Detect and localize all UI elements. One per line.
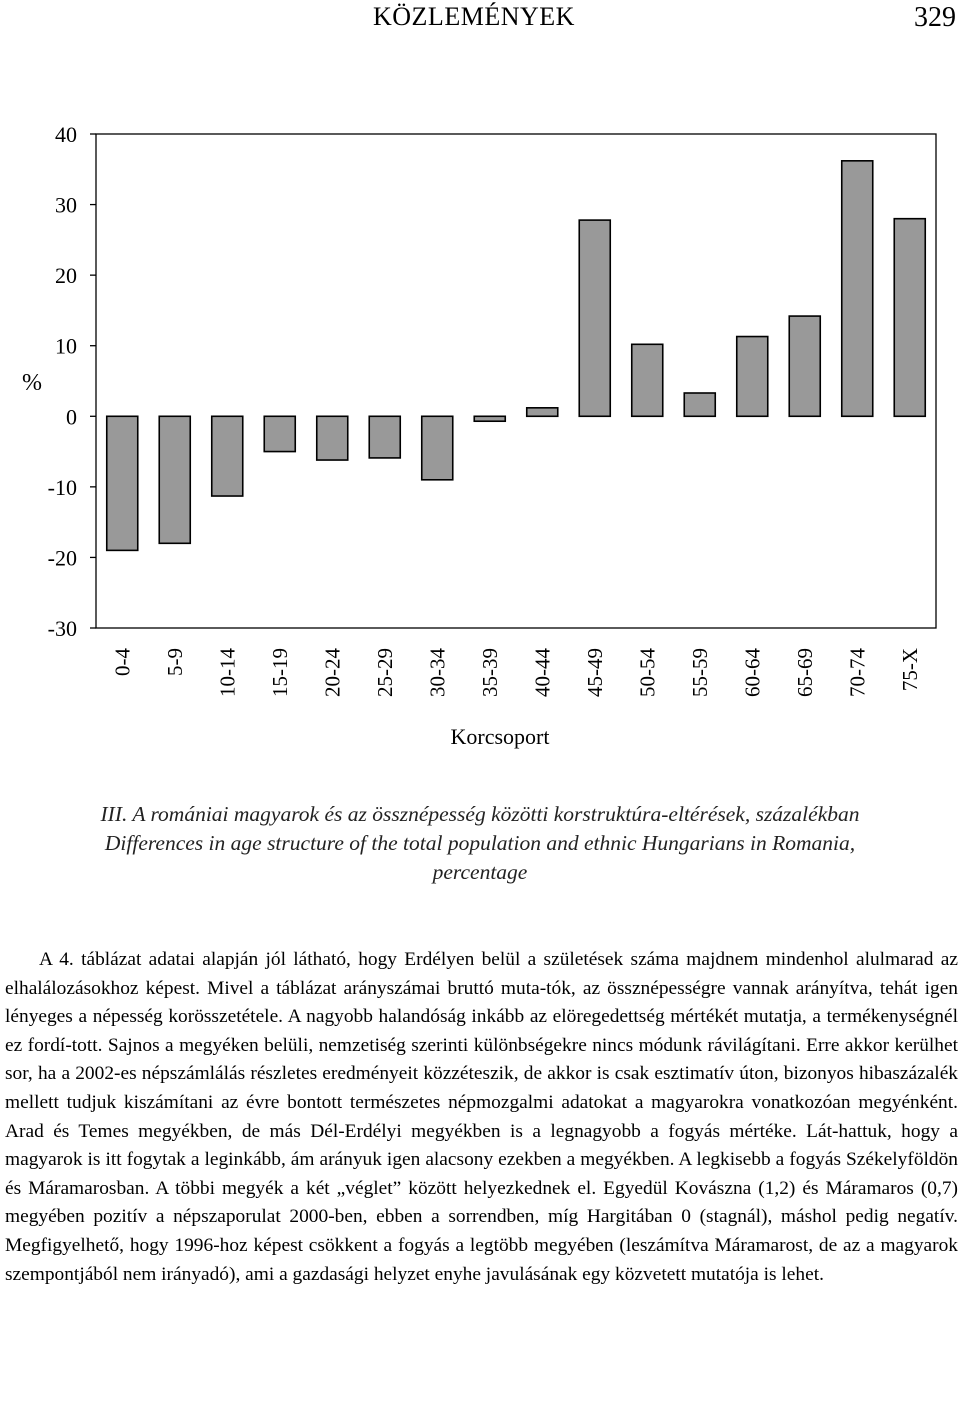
y-tick-label: -10 bbox=[47, 474, 77, 500]
caption-hungarian: III. A romániai magyarok és az össznépesség közötti korstruktúra-eltérések, százalékban bbox=[100, 802, 860, 826]
bar-chart bbox=[0, 100, 960, 760]
bar-55-59 bbox=[684, 393, 715, 416]
bar-0-4 bbox=[107, 416, 138, 550]
x-tick-label: 25-29 bbox=[372, 648, 397, 697]
chart-bars bbox=[107, 161, 926, 551]
running-header: KÖZLEMÉNYEK bbox=[373, 2, 575, 31]
x-tick-label: 40-44 bbox=[530, 648, 555, 697]
bar-10-14 bbox=[212, 416, 243, 496]
x-tick-label: 20-24 bbox=[320, 648, 345, 697]
bar-25-29 bbox=[369, 416, 400, 458]
x-tick-label: 45-49 bbox=[582, 648, 607, 697]
y-tick-label: 30 bbox=[55, 192, 77, 218]
bar-70-74 bbox=[842, 161, 873, 416]
y-tick-label: 20 bbox=[55, 263, 77, 289]
bar-35-39 bbox=[474, 416, 505, 421]
x-tick-label: 70-74 bbox=[845, 648, 870, 697]
x-tick-label: 10-14 bbox=[215, 648, 240, 697]
page-number: 329 bbox=[914, 2, 956, 33]
x-tick-label: 30-34 bbox=[425, 648, 450, 697]
figure-caption bbox=[0, 800, 960, 887]
x-tick-label: 75-X bbox=[897, 648, 922, 692]
bar-30-34 bbox=[422, 416, 453, 480]
bar-60-64 bbox=[737, 337, 768, 417]
bar-40-44 bbox=[527, 408, 558, 416]
y-tick-label: 0 bbox=[66, 404, 77, 430]
y-tick-label: 10 bbox=[55, 333, 77, 359]
x-tick-label: 15-19 bbox=[267, 648, 292, 697]
y-tick-labels bbox=[48, 122, 77, 641]
caption-english: Differences in age structure of the total population and ethnic Hungarians in Romania, bbox=[104, 831, 856, 855]
x-axis-label: Korcsoport bbox=[450, 724, 550, 749]
y-tick-label: 40 bbox=[55, 122, 77, 147]
bar-20-24 bbox=[317, 416, 348, 460]
paragraph: A 4. táblázat adatai alapján jól látható, hogy Erdélyen belül a születések száma majdnem mindenhol alulmarad az elhalálozásokhoz képest. Mivel a táblázat arányszámai bruttó muta-tók, az össznépességre vannak arányítva, tehát igen lényeges a népesség korösszetétele. A nagyobb halandóság inkább az elöregedettség mértékét mutatja, a termékenységnél ez fordí-tott. Sajnos a megyéken belüli, nemzetiség szerinti különbségekre nincs módunk rávilágítani. Erre akkor kerülhet sor, ha a 2002-es népszámlálás részletes eredményeit közzéteszik, de akkor is csak esztimatív úton, bizonyos hibaszázalék mellett tudjuk kiszámítani az évre bontott természetes népmozgalmi adatokat a magyarokra vonatkozóan megyénként. Arad és Temes megyékben, de más Dél-Erdélyi megyékben is a legnagyobb a fogyás mértéke. Lát-hattuk, hogy a magyarok is itt fogytak a leginkább, ám arányuk igen alacsony ezekben a megyékben. A legkisebb a fogyás Székelyföldön és Máramarosban. A többi megyék a két „véglet” között helyezkednek el. Egyedül Kovászna (1,2) és Máramaros (0,7) megyében pozitív a népszaporulat 2000-ben, ebben a sorrendben, míg Hargitában 0 (stagnál), máshol pedig negatív. Megfigyelhető, hogy 1996-hoz képest csökkent a fogyás a legtöbb megyében (leszámítva Máramarost, de az a magyarok szempontjából nem irányadó), ami a gazdasági helyzet enyhe javulásának egy közvetett mutatója is lehet. bbox=[5, 949, 958, 1285]
bar-50-54 bbox=[632, 344, 663, 416]
bar-45-49 bbox=[579, 220, 610, 416]
bar-15-19 bbox=[264, 416, 295, 451]
caption-english-cont: percentage bbox=[432, 860, 528, 884]
y-tick-label: -20 bbox=[47, 545, 77, 571]
body-text bbox=[5, 946, 958, 1289]
bar-65-69 bbox=[789, 316, 820, 416]
y-axis-label: % bbox=[22, 370, 42, 396]
x-tick-label: 0-4 bbox=[110, 648, 135, 676]
x-tick-label: 65-69 bbox=[792, 648, 817, 697]
x-tick-label: 5-9 bbox=[162, 648, 187, 676]
x-tick-labels bbox=[110, 648, 922, 697]
x-tick-label: 55-59 bbox=[687, 648, 712, 697]
x-tick-label: 50-54 bbox=[635, 648, 660, 697]
bar-5-9 bbox=[159, 416, 190, 543]
x-tick-label: 60-64 bbox=[740, 648, 765, 697]
x-tick-label: 35-39 bbox=[477, 648, 502, 697]
y-tick-label: -30 bbox=[47, 616, 77, 641]
bar-75-X bbox=[894, 219, 925, 417]
